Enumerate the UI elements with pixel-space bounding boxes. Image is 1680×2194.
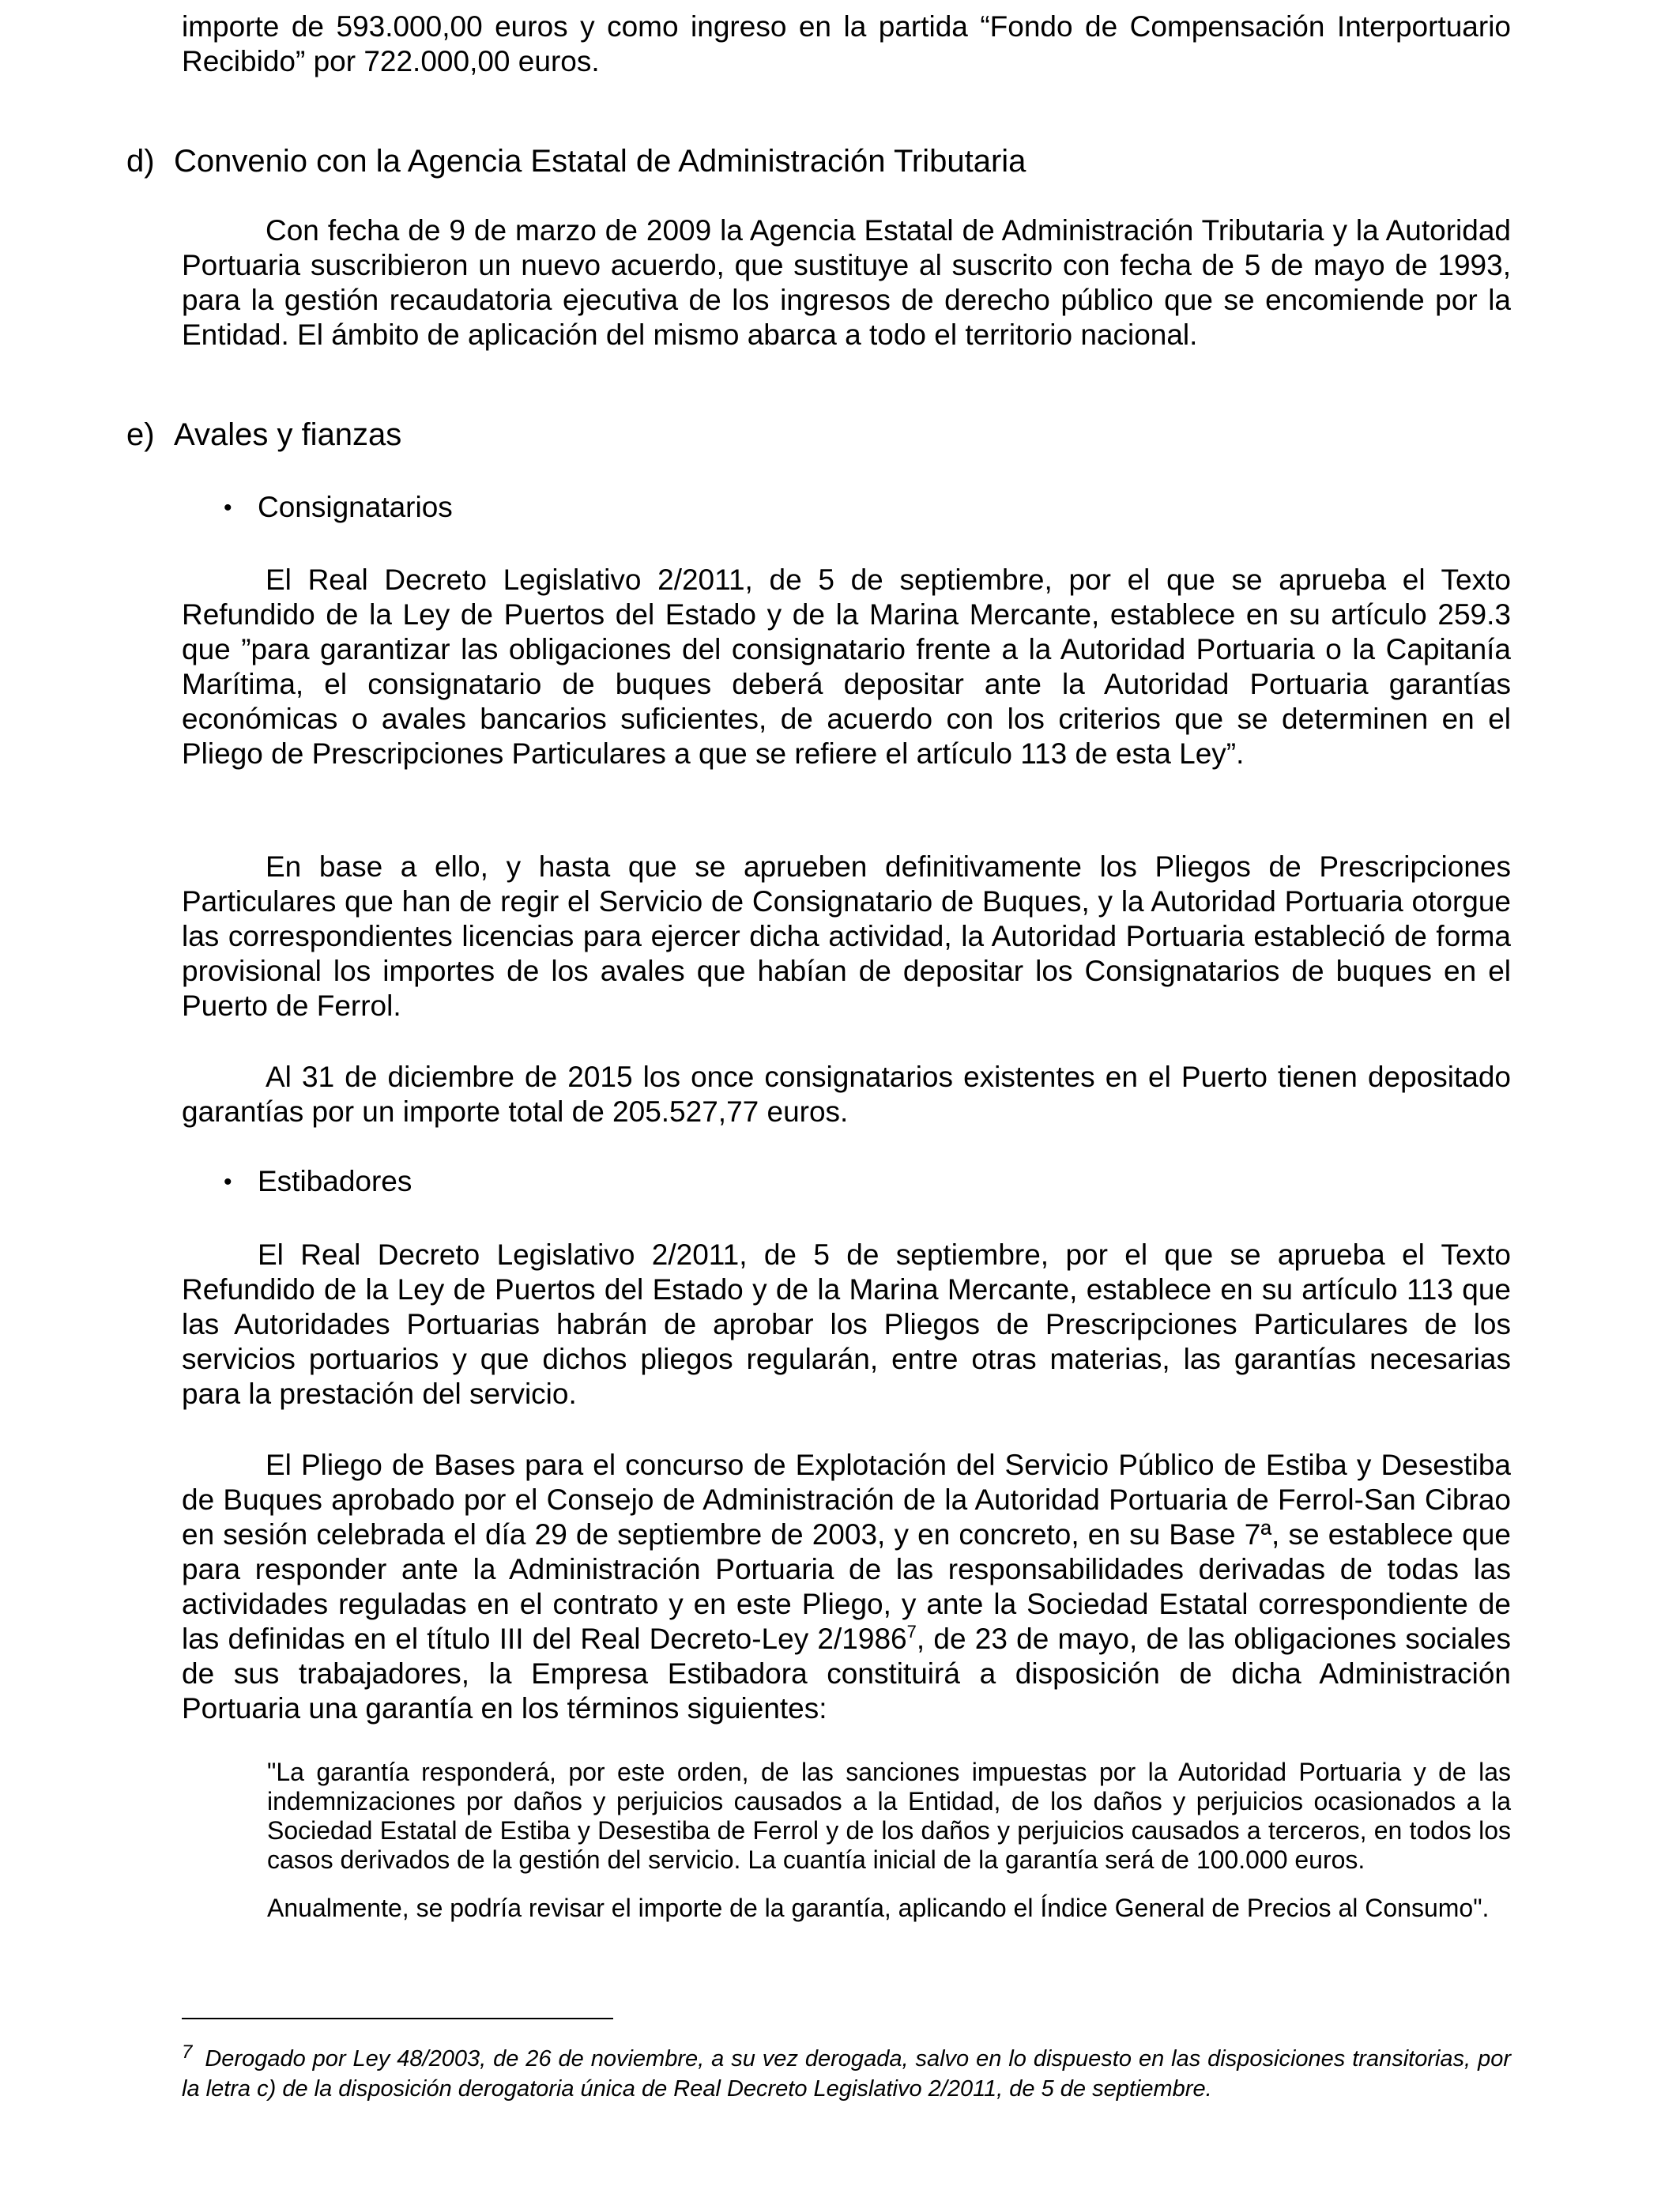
section-e-title: Avales y fianzas bbox=[174, 417, 402, 452]
section-d-paragraph: Con fecha de 9 de marzo de 2009 la Agencia Estatal de Administración Tributaria y la Autoridad Portuaria suscribieron un nuevo acuerdo, que sustituye al suscrito con fecha de 5 de mayo de 1993, para la gestión recaudatoria ejecutiva de los ingresos de derecho público que se encomiende por la Entidad. El ámbito de aplicación del mismo abarca a todo el territorio nacional. bbox=[182, 214, 1511, 351]
top-paragraph: importe de 593.000,00 euros y como ingreso en la partida “Fondo de Compensación Interportuario Recibido” por 722.000,00 euros. bbox=[182, 10, 1511, 77]
estibadores-paragraph-2-part-a: El Pliego de Bases para el concurso de Explotación del Servicio Público de Estiba y Desestiba de Buques aprobado por el Consejo de Administración de la Autoridad Portuaria de Ferrol-San Cibrao en sesión celebrada el día 29 de septiembre de 2003, y en concreto, en su Base 7ª, se establece que para responder ante la Administración Portuaria de las responsabilidades derivadas de todas las actividades reguladas en el contrato y en este Pliego, y ante la Sociedad Estatal correspondiente de las definidas en el título III del Real Decreto-Ley 2/1986 bbox=[182, 1449, 1511, 1655]
estibadores-paragraph-2-part-b: , de 23 de mayo, de las obligaciones sociales de sus trabajadores, la Empresa Estibadora constituirá a disposición de dicha Administración Portuaria una garantía en los términos siguientes: bbox=[182, 1623, 1511, 1725]
bullet-dot-icon: • bbox=[224, 1169, 232, 1195]
section-e-heading bbox=[126, 416, 401, 454]
estibadores-paragraph-1: El Real Decreto Legislativo 2/2011, de 5 de septiembre, por el que se aprueba el Texto Refundido de la Ley de Puertos del Estado y de la Marina Mercante, establece en su artículo 113 que las Autoridades Portuarias habrán de aprobar los Pliegos de Prescripciones Particulares de los servicios portuarios y que dichos pliegos regularán, entre otras materias, las garantías necesarias para la prestación del servicio. bbox=[182, 1238, 1511, 1410]
consignatarios-paragraph-3: Al 31 de diciembre de 2015 los once consignatarios existentes en el Puerto tienen depositado garantías por un importe total de 205.527,77 euros. bbox=[182, 1061, 1511, 1128]
section-d-title: Convenio con la Agencia Estatal de Administración Tributaria bbox=[174, 144, 1026, 179]
bullet-dot-icon: • bbox=[224, 495, 232, 521]
bullet-consignatarios-label: Consignatarios bbox=[258, 491, 453, 523]
footnote-text: Derogado por Ley 48/2003, de 26 de noviembre, a su vez derogada, salvo en lo dispuesto en las disposiciones transitorias, por la letra c) de la disposición derogatoria única de Real Decreto Legislativo 2/2011, de 5 de septiembre. bbox=[182, 2046, 1511, 2102]
consignatarios-paragraph-2: En base a ello, y hasta que se aprueben definitivamente los Pliegos de Prescripciones Particulares que han de regir el Servicio de Consignatario de Buques, y la Autoridad Portuaria otorgue las correspondientes licencias para ejercer dicha actividad, la Autoridad Portuaria estableció de forma provisional los importes de los avales que habían de depositar los Consignatarios de buques en el Puerto de Ferrol. bbox=[182, 850, 1511, 1022]
bullet-consignatarios bbox=[224, 490, 453, 526]
quote-paragraph-1: "La garantía responderá, por este orden, de las sanciones impuestas por la Autoridad Portuaria y de las indemnizaciones por daños y perjuicios causados a la Entidad, de los daños y perjuicios ocasionados a la Sociedad Estatal de Estiba y Desestiba de Ferrol y de los daños y perjuicios causados a terceros, en todos los casos derivados de la gestión del servicio. La cuantía inicial de la garantía será de 100.000 euros. bbox=[267, 1758, 1511, 1874]
footnote-reference: 7 bbox=[906, 1622, 917, 1642]
quote-paragraph-2: Anualmente, se podría revisar el importe de la garantía, aplicando el Índice General de Precios al Consumo". bbox=[267, 1894, 1490, 1922]
footnote-mark: 7 bbox=[182, 2041, 193, 2063]
footnote bbox=[182, 2038, 1511, 2104]
bullet-estibadores-label: Estibadores bbox=[258, 1165, 412, 1197]
estibadores-paragraph-2 bbox=[182, 1448, 1511, 1726]
bullet-estibadores bbox=[224, 1164, 412, 1200]
section-d-letter: d) bbox=[126, 144, 155, 179]
section-d-heading bbox=[126, 142, 1026, 180]
footnote-divider bbox=[182, 2018, 613, 2019]
consignatarios-paragraph-1: El Real Decreto Legislativo 2/2011, de 5 de septiembre, por el que se aprueba el Texto Refundido de la Ley de Puertos del Estado y de la Marina Mercante, establece en su artículo 259.3 que ”para garantizar las obligaciones del consignatario frente a la Autoridad Portuaria o la Capitanía Marítima, el consignatario de buques deberá depositar ante la Autoridad Portuaria garantías económicas o avales bancarios suficientes, de acuerdo con los criterios que se determinen en el Pliego de Prescripciones Particulares a que se refiere el artículo 113 de esta Ley”. bbox=[182, 564, 1511, 770]
section-e-letter: e) bbox=[126, 417, 155, 452]
